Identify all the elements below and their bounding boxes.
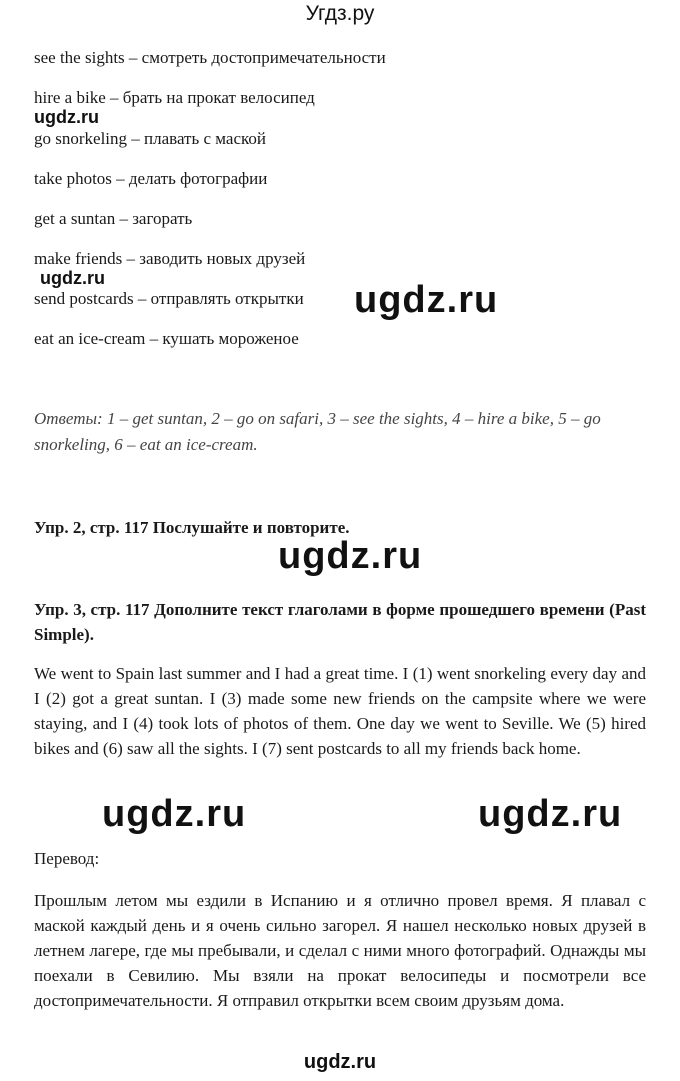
watermark: ugdz.ru (40, 268, 105, 288)
watermark: ugdz.ru (102, 793, 247, 835)
vocab-item: make friends – заводить новых друзей (34, 249, 306, 268)
vocab-item: see the sights – смотреть достопримечательности (34, 48, 386, 67)
exercise-3-title: Упр. 3, стр. 117 Дополните текст глаголами в форме прошедшего времени (Past Simple). (34, 600, 646, 644)
translation-label: Перевод: (34, 849, 100, 868)
watermark: ugdz.ru (278, 535, 423, 577)
watermark: ugdz.ru (354, 279, 499, 321)
vocab-item: hire a bike – брать на прокат велосипед (34, 88, 315, 107)
answers-text: Ответы: 1 – get suntan, 2 – go on safari, 3 – see the sights, 4 – hire a bike, 5 – go snorkeling, 6 – eat an ice-cream. (34, 409, 601, 454)
vocab-item: go snorkeling – плавать с маской (34, 129, 267, 148)
vocab-item: send postcards – отправлять открытки (34, 289, 304, 308)
vocab-item: get a suntan – загорать (34, 209, 193, 228)
exercise-2-title: Упр. 2, стр. 117 Послушайте и повторите. (34, 518, 350, 537)
translation-text: Прошлым летом мы ездили в Испанию и я отлично провел время. Я плавал с маской каждый день и я очень сильно загорел. Я нашел несколько новых друзей в летнем лагере, где мы пребывали, и сделал с ними много фотографий. Однажды мы поехали в Севилию. Мы взяли на прокат велосипеды и посмотрели все достопримечательности. Я отправил открытки всем своим друзьям дома. (34, 891, 646, 1010)
vocab-item: take photos – делать фотографии (34, 169, 268, 188)
site-header: Угдз.ру (305, 2, 375, 25)
watermark: ugdz.ru (478, 793, 623, 835)
watermark: ugdz.ru (34, 107, 99, 127)
exercise-3-text: We went to Spain last summer and I had a great time. I (1) went snorkeling every day and I (2) got a great suntan. I (3) made some new friends on the campsite where we were staying, and I (4) took lots of photos of them. One day we went to Seville. We (5) hired bikes and (6) saw all the sights. I (7) sent postcards to all my friends back home. (34, 664, 646, 758)
vocab-item: eat an ice-cream – кушать мороженое (34, 329, 299, 348)
footer-watermark: ugdz.ru (303, 1051, 377, 1073)
